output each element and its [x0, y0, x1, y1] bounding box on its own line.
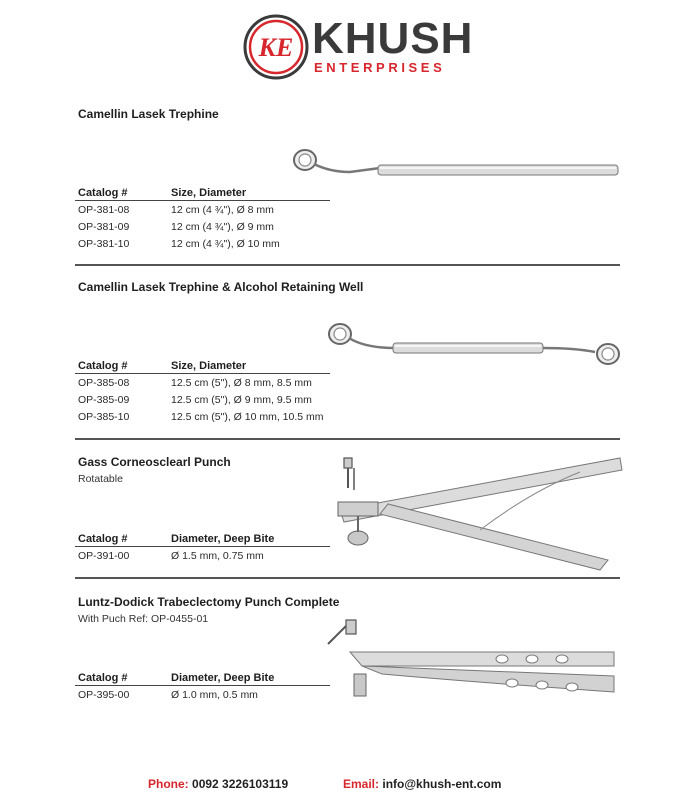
- product-1-title: Camellin Lasek Trephine: [78, 107, 219, 121]
- product-4-header-rule: [75, 685, 330, 686]
- product-2-row-3-catalog: OP-385-10: [78, 411, 130, 423]
- gass-punch-illustration: [330, 452, 625, 570]
- product-4-header-spec: Diameter, Deep Bite: [171, 672, 275, 684]
- product-3-header-spec: Diameter, Deep Bite: [171, 533, 275, 545]
- logo-monogram: KE: [258, 33, 294, 62]
- product-4-header-catalog: Catalog #: [78, 672, 128, 684]
- product-1-row-2-catalog: OP-381-09: [78, 221, 130, 233]
- product-1-row-3-spec: 12 cm (4 ¾"), Ø 10 mm: [171, 238, 280, 250]
- product-1-header-catalog: Catalog #: [78, 187, 128, 199]
- email-label: Email:: [343, 777, 380, 791]
- product-1-header-spec: Size, Diameter: [171, 187, 247, 199]
- product-2-row-3-spec: 12.5 cm (5"), Ø 10 mm, 10.5 mm: [171, 411, 324, 423]
- product-4-subtitle: With Puch Ref: OP-0455-01: [78, 613, 209, 625]
- product-4-row-1-catalog: OP-395-00: [78, 689, 130, 701]
- product-3-row-1-catalog: OP-391-00: [78, 550, 130, 562]
- product-2-row-2-catalog: OP-385-09: [78, 394, 130, 406]
- product-4-title: Luntz-Dodick Trabeclectomy Punch Complete: [78, 595, 340, 609]
- product-2-header-spec: Size, Diameter: [171, 360, 247, 372]
- product-3-title: Gass Corneosclearl Punch: [78, 455, 231, 469]
- section-divider: [75, 438, 620, 440]
- logo-emblem: [243, 14, 309, 80]
- phone-number[interactable]: 0092 3226103119: [192, 777, 289, 791]
- phone-label: Phone:: [148, 777, 189, 791]
- product-2-row-1-catalog: OP-385-08: [78, 377, 130, 389]
- product-3-row-1-spec: Ø 1.5 mm, 0.75 mm: [171, 550, 264, 562]
- product-1-header-rule: [75, 200, 330, 201]
- product-2-row-2-spec: 12.5 cm (5"), Ø 9 mm, 9.5 mm: [171, 394, 312, 406]
- product-2-title: Camellin Lasek Trephine & Alcohol Retaining Well: [78, 280, 364, 294]
- product-1-row-1-catalog: OP-381-08: [78, 204, 130, 216]
- product-1-row-3-catalog: OP-381-10: [78, 238, 130, 250]
- email-address[interactable]: info@khush-ent.com: [382, 777, 502, 791]
- product-2-header-catalog: Catalog #: [78, 360, 128, 372]
- luntz-dodick-punch-illustration: [322, 612, 622, 707]
- logo-tagline: ENTERPRISES: [314, 60, 446, 75]
- product-1-row-1-spec: 12 cm (4 ¾"), Ø 8 mm: [171, 204, 274, 216]
- trephine-illustration: [290, 148, 620, 184]
- product-3-subtitle: Rotatable: [78, 473, 123, 485]
- product-3-header-rule: [75, 546, 330, 547]
- product-4-row-1-spec: Ø 1.0 mm, 0.5 mm: [171, 689, 258, 701]
- trephine-well-illustration: [325, 322, 625, 368]
- section-divider: [75, 577, 620, 579]
- footer-phone: [148, 777, 288, 791]
- product-3-header-catalog: Catalog #: [78, 533, 128, 545]
- logo-name: KHUSH: [312, 14, 474, 63]
- section-divider: [75, 264, 620, 266]
- product-2-header-rule: [75, 373, 330, 374]
- footer-email: [343, 777, 501, 791]
- product-2-row-1-spec: 12.5 cm (5"), Ø 8 mm, 8.5 mm: [171, 377, 312, 389]
- product-1-row-2-spec: 12 cm (4 ¾"), Ø 9 mm: [171, 221, 274, 233]
